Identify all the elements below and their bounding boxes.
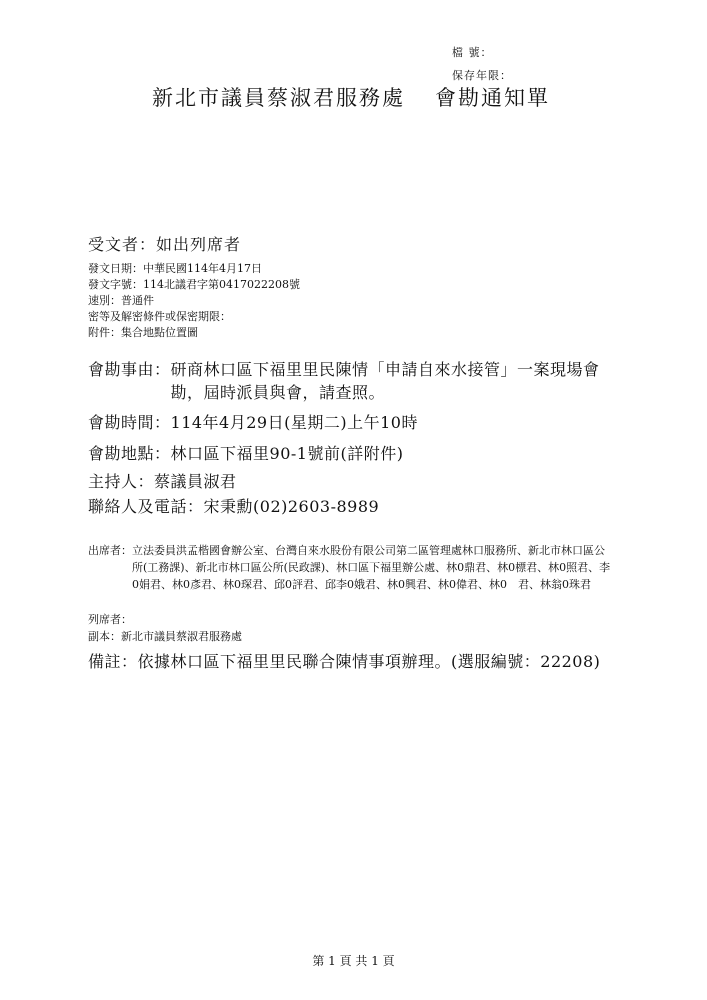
inspection-subject [88, 358, 628, 404]
classification-label: 密等及解密條件或保密期限： [88, 310, 231, 323]
time-label: 會勘時間： [88, 413, 171, 432]
remarks-label: 備註： [88, 652, 138, 671]
remarks-block [88, 650, 618, 673]
inspection-time [88, 410, 418, 433]
classification-row [88, 309, 648, 325]
issue-date-value: 中華民國114年4月17日 [143, 262, 262, 275]
document-type: 會勘通知單 [435, 86, 550, 110]
copy-to-label: 副本： [88, 630, 121, 643]
copy-to-text: 新北市議員蔡淑君服務處 [121, 630, 242, 643]
observers-label: 列席者： [88, 613, 132, 626]
urgency-row [88, 293, 648, 309]
subject-text: 研商林口區下福里里民陳情「申請自來水接管」一案現場會勘，屆時派員與會，請查照。 [170, 360, 600, 402]
file-number-label: 檔 號： [452, 46, 493, 59]
attendees-block [88, 542, 613, 593]
page-number: 第 1 頁 共 1 頁 [312, 954, 395, 968]
host-label: 主持人： [88, 472, 155, 491]
recipient-label: 受文者： [88, 235, 157, 254]
document-number-value: 114北議君字第0417022208號 [143, 278, 300, 291]
time-value: 114年4月29日(星期二)上午10時 [170, 413, 418, 432]
recipient-line [88, 232, 241, 255]
observers-block [88, 611, 613, 628]
observers-text [132, 611, 613, 628]
urgency-label: 速別： [88, 294, 121, 307]
issue-date-label: 發文日期： [88, 262, 143, 275]
contact-value: 宋秉勳(02)2603-8989 [203, 497, 380, 516]
attachment-row [88, 325, 648, 341]
attachment-label: 附件： [88, 326, 121, 339]
document-number-label: 發文字號： [88, 278, 143, 291]
place-value: 林口區下福里90-1號前(詳附件) [170, 444, 404, 463]
attendees-label: 出席者： [88, 544, 132, 557]
place-label: 會勘地點： [88, 444, 171, 463]
inspection-host [88, 469, 237, 492]
subject-label: 會勘事由： [88, 360, 171, 379]
contact-label: 聯絡人及電話： [88, 497, 204, 516]
remarks-text: 依據林口區下福里里民聯合陳情事項辦理。(選服編號：22208) [137, 652, 601, 671]
document-title [152, 82, 550, 112]
host-value: 蔡議員淑君 [154, 472, 237, 491]
attendees-text: 立法委員洪孟楷國會辦公室、台灣自來水股份有限公司第二區管理處林口服務所、新北市林口區公所(工務課)、新北市林口區公所(民政課)、林口區下福里辦公處、林0鼎君、林0標君、林0照君、李0娟君、林0彥君、林0琛君、邱0評君、邱李0娥君、林0興君、林0偉君、林0 君、林翁0珠君 [132, 544, 611, 591]
recipient-value: 如出列席者 [156, 235, 242, 254]
urgency-value: 普通件 [121, 294, 154, 307]
attachment-value: 集合地點位置圖 [121, 326, 198, 339]
inspection-contact [88, 494, 379, 517]
copy-to-block [88, 628, 613, 645]
inspection-place [88, 441, 403, 464]
document-info [88, 261, 648, 341]
issue-date-row [88, 261, 648, 277]
document-number-row [88, 277, 648, 293]
retention-period-label: 保存年限： [452, 69, 512, 82]
office-name: 新北市議員蔡淑君服務處 [152, 86, 405, 110]
